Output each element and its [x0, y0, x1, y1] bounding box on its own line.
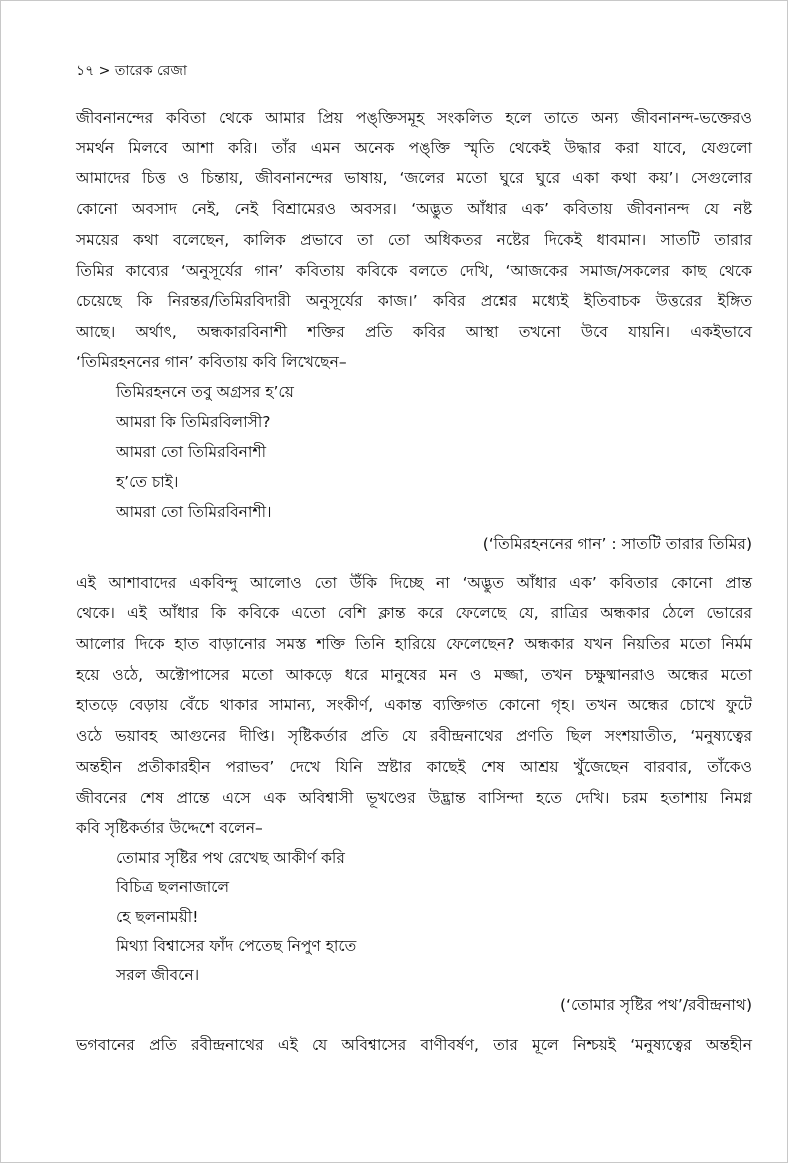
verse-line: তোমার সৃষ্টির পথ রেখেছ আকীর্ণ করি [116, 849, 345, 867]
text-line: সমর্থন মিলবে আশা করি। তাঁর এমন অনেক পঙ্‌ক্তি স্মৃতি থেকেই উদ্ধার করা যাবে, যেগুলো [76, 139, 752, 157]
verse-line: আমরা তো তিমিরবিনাশী [116, 443, 267, 461]
verse-line: হ’তে চাই। [116, 473, 179, 491]
citation-1: (‘তিমিরহননের গান’ : সাতটি তারার তিমির) [482, 535, 752, 553]
text-line: ওঠে ভয়াবহ আগুনের দীপ্তি। সৃষ্টিকর্তার প্রতি যে রবীন্দ্রনাথের প্রণতি ছিল সংশয়াতীত, ‘মনুষ্যত্বের [76, 727, 752, 745]
text-line: হয়ে ওঠে, অক্টোপাসের মতো আকড়ে ধরে মানুষের মন ও মজ্জা, তখন চক্ষুষ্মানরাও অন্ধের মতো [76, 666, 752, 684]
text-line: থেকে। এই আঁধার কি কবিকে এতো বেশি ক্লান্ত করে ফেলেছে যে, রাত্রির অন্ধকার ঠেলে ভোরের [76, 604, 752, 622]
text-line: হাতড়ে বেড়ায় বেঁচে থাকার সামান্য, সংকীর্ণ, একান্ত ব্যক্তিগত কোনো গৃহ। তখন অন্ধের চোখে ফুটে [76, 696, 752, 714]
verse-line: হে ছলনাময়ী! [116, 908, 199, 926]
text-line: চেয়েছে কি নিরন্তর/তিমিরবিদারী অনুসূর্যের কাজ।’ কবির প্রশ্নের মধ্যেই ইতিবাচক উত্তরের ইঙ্গিত [76, 292, 752, 310]
text-line: কোনো অবসাদ নেই, নেই বিশ্রামেরও অবসর। ‘অদ্ভুত আঁধার এক’ কবিতায় জীবনানন্দ যে নষ্ট [76, 200, 752, 218]
text-line: আলোর দিকে হাত বাড়ানোর সমস্ত শক্তি তিনি হারিয়ে ফেলেছেন? অন্ধকার যখন নিয়তির মতো নির্মম [76, 635, 752, 653]
verse-line: তিমিরহননে তবু অগ্রসর হ’য়ে [116, 383, 294, 401]
running-header: ১৭ > তারেক রেজা [76, 63, 187, 79]
text-line: এই আশাবাদের একবিন্দু আলোও তো উঁকি দিচ্ছে না ‘অদ্ভুত আঁধার এক’ কবিতার কোনো প্রান্ত [76, 574, 752, 592]
text-line: আছে। অর্থাৎ, অন্ধকারবিনাশী শক্তির প্রতি কবির আস্থা তখনো উবে যায়নি। একইভাবে [76, 323, 752, 341]
text-line: তিমির কাব্যের ‘অনুসূর্যের গান’ কবিতায় কবিকে বলতে দেখি, ‘আজকের সমাজ/সকলের কাছ থেকে [76, 262, 752, 280]
verse-line: আমরা কি তিমিরবিলাসী? [116, 413, 271, 431]
text-line: ভগবানের প্রতি রবীন্দ্রনাথের এই যে অবিশ্বাসের বাণীবর্ষণ, তার মূলে নিশ্চয়ই ‘মনুষ্যত্বের অন্তহীন [76, 1036, 752, 1054]
verse-line: মিথ্যা বিশ্বাসের ফাঁদ পেতেছ নিপুণ হাতে [116, 937, 357, 955]
verse-line: সরল জীবনে। [116, 966, 200, 984]
citation-2: (‘তোমার সৃষ্টির পথ’/রবীন্দ্রনাথ) [559, 996, 752, 1014]
text-line: ‘তিমিরহননের গান’ কবিতায় কবি লিখেছেন– [76, 353, 347, 371]
text-line: সময়ের কথা বলেছেন, কালিক প্রভাবে তা তো অধিকতর নষ্টের দিকেই ধাবমান। সাতটি তারার [76, 231, 752, 249]
verse-line: আমরা তো তিমিরবিনাশী। [116, 503, 272, 521]
text-line: আমাদের চিত্ত ও চিন্তায়, জীবনানন্দের ভাষায়, ‘জলের মতো ঘুরে ঘুরে একা কথা কয়’। সেগুলোর [76, 169, 752, 187]
text-line: জীবনের শেষ প্রান্তে এসে এক অবিশ্বাসী ভূখণ্ডের উদ্ভ্রান্ত বাসিন্দা হতে দেখি। চরম হতাশায় নিমগ্ন [76, 789, 752, 807]
text-line: কবি সৃষ্টিকর্তার উদ্দেশে বলেন– [76, 819, 263, 837]
verse-line: বিচিত্র ছলনাজালে [116, 878, 230, 896]
text-line: জীবনানন্দের কবিতা থেকে আমার প্রিয় পঙ্‌ক্তিসমূহ সংকলিত হলে তাতে অন্য জীবনানন্দ-ভক্তেরও [76, 109, 752, 127]
text-line: অন্তহীন প্রতীকারহীন পরাভব’ দেখে যিনি স্রষ্টার কাছেই শেষ আশ্রয় খুঁজেছেন বারবার, তাঁকেও [76, 758, 752, 776]
